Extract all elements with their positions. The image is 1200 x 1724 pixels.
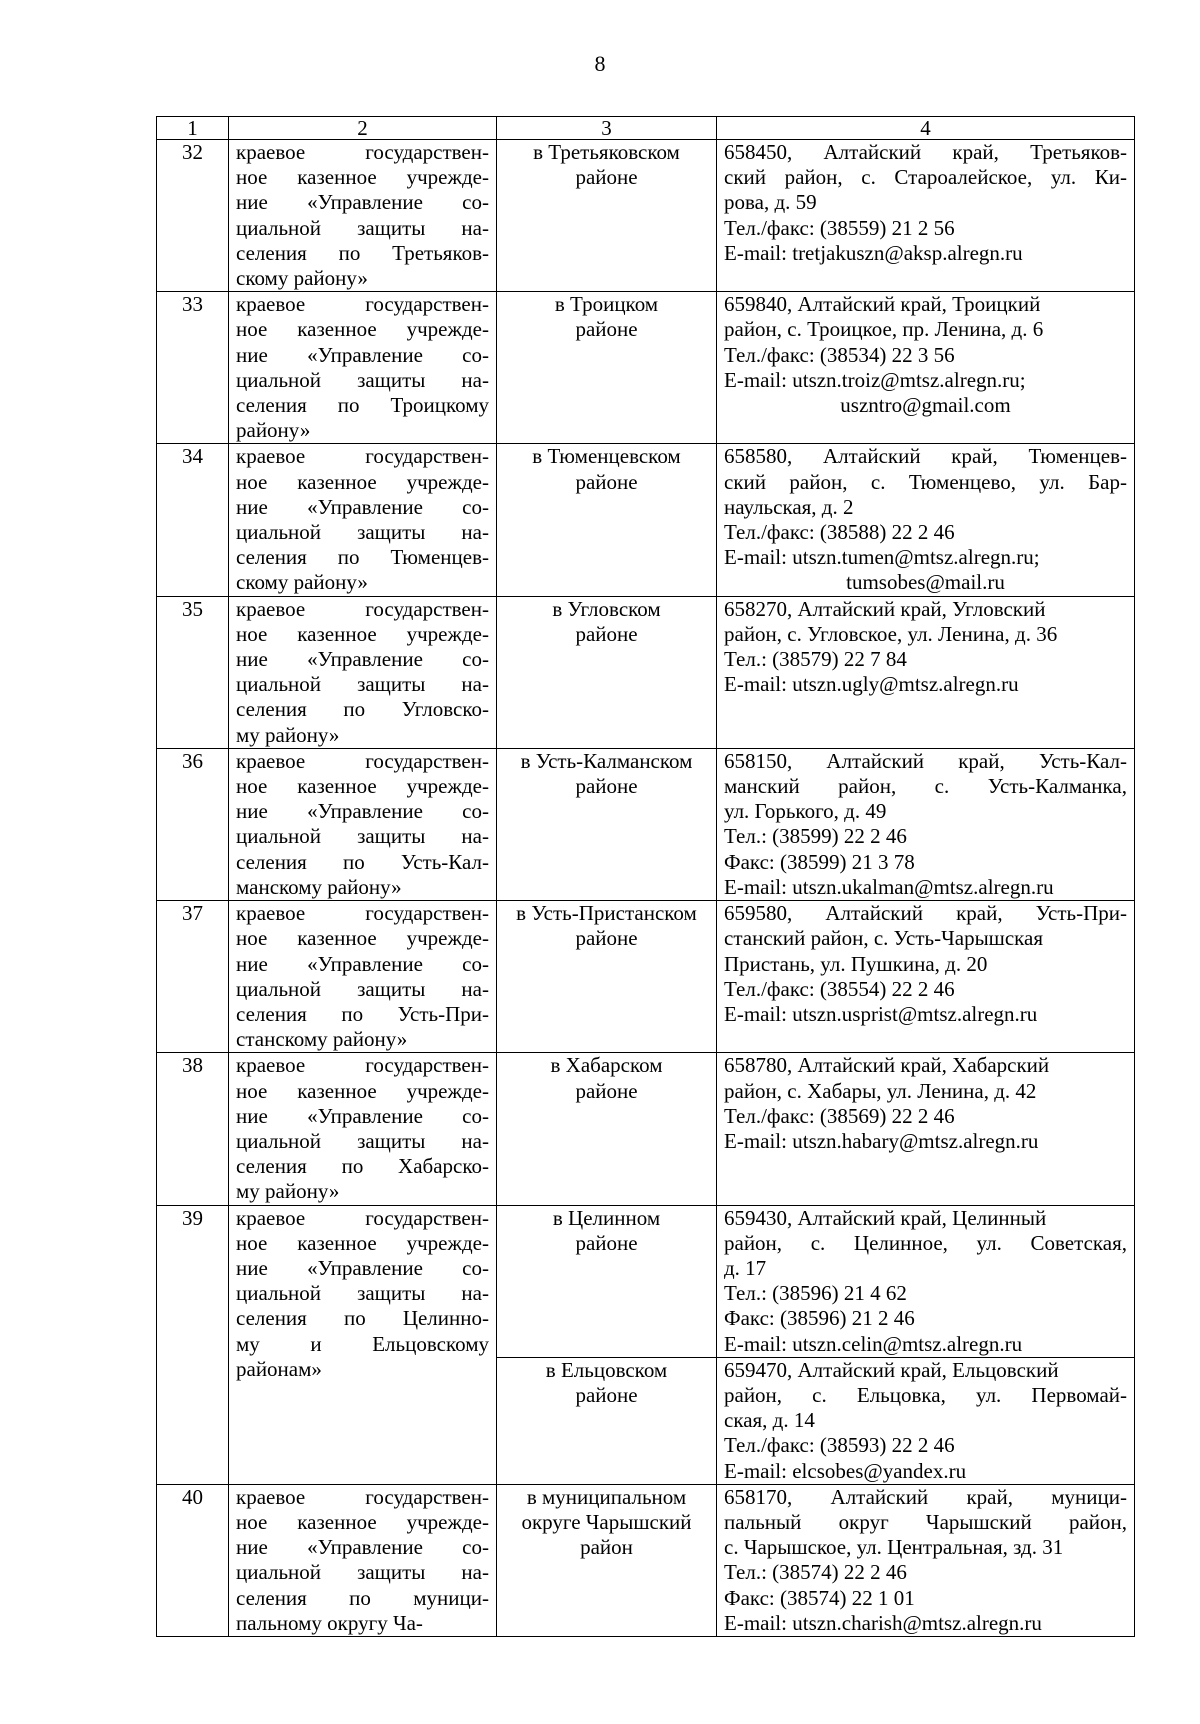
address-line: район, с. Троицкое, пр. Ленина, д. 6	[724, 317, 1044, 342]
district-line: районе	[575, 469, 638, 494]
table-row	[157, 292, 1135, 444]
address-line: ул. Горького, д. 49	[724, 799, 887, 824]
address-cell	[717, 140, 1135, 292]
address-line: ский район, с. Тюменцево, ул. Бар-	[724, 469, 1127, 494]
organization-line: ное казенное учрежде-	[236, 1230, 489, 1255]
organization-line: ние «Управление со-	[236, 1103, 489, 1128]
organization-line: ное казенное учрежде-	[236, 165, 489, 190]
organization-line: циальной защиты на-	[236, 1128, 489, 1153]
address-cell	[717, 748, 1135, 900]
district-cell	[497, 1484, 717, 1636]
address-line: E-mail: elcsobes@yandex.ru	[724, 1458, 967, 1483]
address-line: Тел.: (38574) 22 2 46	[724, 1560, 907, 1585]
organization-line: ние «Управление со-	[236, 190, 489, 215]
address-line: E-mail: utszn.ugly@mtsz.alregn.ru	[724, 672, 1019, 697]
organization-line: циальной защиты на-	[236, 672, 489, 697]
organization-line: краевое государствен-	[236, 292, 489, 317]
organization-line: ние «Управление со-	[236, 1255, 489, 1280]
address-line: E-mail: utszn.tumen@mtsz.alregn.ru;	[724, 545, 1040, 570]
column-header-3: 3	[497, 117, 717, 140]
organization-line: селения по Угловско-	[236, 697, 489, 722]
district-cell	[497, 596, 717, 748]
address-line: Тел./факс: (38559) 21 2 56	[724, 215, 955, 240]
row-number: 33	[157, 292, 229, 444]
organization-line: циальной защиты на-	[236, 215, 489, 240]
district-line: в Ельцовском	[545, 1357, 668, 1382]
organization-cell	[229, 140, 497, 292]
row-number: 34	[157, 444, 229, 596]
district-cell	[497, 901, 717, 1053]
row-number: 38	[157, 1053, 229, 1205]
table-body	[157, 140, 1135, 1637]
organization-line: циальной защиты на-	[236, 367, 489, 392]
organization-cell	[229, 1484, 497, 1636]
organization-line: му району»	[236, 722, 340, 747]
organization-line: ное казенное учрежде-	[236, 774, 489, 799]
organization-line: скому району»	[236, 266, 368, 291]
district-line: районе	[575, 1078, 638, 1103]
address-line: Тел./факс: (38534) 22 3 56	[724, 342, 955, 367]
address-cell	[717, 292, 1135, 444]
district-line: в Целинном	[552, 1205, 661, 1230]
page-number: 8	[594, 51, 606, 76]
organization-line: району»	[236, 418, 311, 443]
district-cell	[497, 292, 717, 444]
address-line: E-mail: tretjakuszn@aksp.alregn.ru	[724, 240, 1023, 265]
organization-line: циальной защиты на-	[236, 976, 489, 1001]
row-number: 40	[157, 1484, 229, 1636]
organization-line: ное казенное учрежде-	[236, 1509, 489, 1534]
address-line: Пристань, ул. Пушкина, д. 20	[724, 951, 988, 976]
address-line: Факс: (38574) 22 1 01	[724, 1585, 915, 1610]
row-number: 36	[157, 748, 229, 900]
address-cell	[717, 1357, 1135, 1484]
address-cell	[717, 901, 1135, 1053]
organization-cell	[229, 292, 497, 444]
organization-cell	[229, 1053, 497, 1205]
organization-line: краевое государствен-	[236, 596, 489, 621]
organization-line: циальной защиты на-	[236, 520, 489, 545]
organization-line: селения по Третьяков-	[236, 240, 489, 265]
organization-line: селения по Усть-При-	[236, 1001, 489, 1026]
organization-line: краевое государствен-	[236, 1484, 489, 1509]
address-line: 659430, Алтайский край, Целинный	[724, 1205, 1047, 1230]
address-cell	[717, 1484, 1135, 1636]
address-cell	[717, 1053, 1135, 1205]
organization-line: краевое государствен-	[236, 901, 489, 926]
address-line: Тел.: (38579) 22 7 84	[724, 647, 907, 672]
organization-line: му и Ельцовскому	[236, 1331, 489, 1356]
address-line: Тел./факс: (38593) 22 2 46	[724, 1433, 955, 1458]
address-line: E-mail: utszn.usprist@mtsz.alregn.ru	[724, 1001, 1038, 1026]
address-line: район, с. Целинное, ул. Советская,	[724, 1230, 1127, 1255]
organization-line: краевое государствен-	[236, 748, 489, 773]
organization-line: циальной защиты на-	[236, 1560, 489, 1585]
district-line: в Усть-Пристанском	[516, 901, 697, 926]
address-line: 658270, Алтайский край, Угловский	[724, 596, 1046, 621]
row-number: 32	[157, 140, 229, 292]
table-row	[157, 140, 1135, 292]
district-cell	[497, 1205, 717, 1357]
organization-line: селения по Тюменцев-	[236, 545, 489, 570]
organization-line: ное казенное учрежде-	[236, 1078, 489, 1103]
table-row	[157, 596, 1135, 748]
organization-cell	[229, 596, 497, 748]
district-line: районе	[575, 1382, 638, 1407]
table-row	[157, 1205, 1135, 1357]
address-line: манский район, с. Усть-Калманка,	[724, 774, 1127, 799]
address-cell	[717, 1205, 1135, 1357]
table-row	[157, 444, 1135, 596]
district-cell	[497, 748, 717, 900]
address-line: Тел.: (38596) 21 4 62	[724, 1281, 907, 1306]
district-line: районе	[575, 926, 638, 951]
organization-line: ное казенное учрежде-	[236, 926, 489, 951]
table-row	[157, 1053, 1135, 1205]
organization-line: селения по муници-	[236, 1585, 489, 1610]
organization-line: пальному округу Ча-	[236, 1610, 423, 1635]
address-line: E-mail: utszn.ukalman@mtsz.alregn.ru	[724, 874, 1054, 899]
organization-line: циальной защиты на-	[236, 1281, 489, 1306]
address-line: пальный округ Чарышский район,	[724, 1509, 1127, 1534]
table-row	[157, 748, 1135, 900]
district-line: в Хабарском	[550, 1053, 663, 1078]
district-line: районе	[575, 317, 638, 342]
district-line: округе Чарышский	[521, 1509, 692, 1534]
district-line: в муниципальном	[526, 1484, 687, 1509]
address-line: 658170, Алтайский край, муници-	[724, 1484, 1127, 1509]
address-line: с. Чарышское, ул. Центральная, зд. 31	[724, 1535, 1064, 1560]
organization-line: ние «Управление со-	[236, 951, 489, 976]
address-line: 658780, Алтайский край, Хабарский	[724, 1053, 1050, 1078]
organization-line: селения по Усть-Кал-	[236, 849, 489, 874]
address-line: 658150, Алтайский край, Усть-Кал-	[724, 748, 1127, 773]
organization-line: ние «Управление со-	[236, 342, 489, 367]
organization-line: районам»	[236, 1356, 322, 1381]
address-cell	[717, 596, 1135, 748]
address-line: E-mail: utszn.troiz@mtsz.alregn.ru;	[724, 367, 1026, 392]
district-line: районе	[575, 165, 638, 190]
organization-cell	[229, 901, 497, 1053]
organization-line: краевое государствен-	[236, 444, 489, 469]
address-line: Тел./факс: (38569) 22 2 46	[724, 1103, 955, 1128]
organization-line: ное казенное учрежде-	[236, 469, 489, 494]
table-row	[157, 901, 1135, 1053]
address-line: ская, д. 14	[724, 1408, 815, 1433]
organization-line: селения по Целинно-	[236, 1306, 489, 1331]
district-line: в Третьяковском	[533, 140, 680, 164]
organization-cell	[229, 1205, 497, 1484]
organization-line: краевое государствен-	[236, 1205, 489, 1230]
organization-cell	[229, 444, 497, 596]
header-row	[157, 117, 1135, 140]
address-line: Тел./факс: (38588) 22 2 46	[724, 520, 955, 545]
address-line: район, с. Угловское, ул. Ленина, д. 36	[724, 621, 1058, 646]
column-header-1: 1	[157, 117, 229, 140]
address-line: наульская, д. 2	[724, 494, 854, 519]
organization-line: ние «Управление со-	[236, 1535, 489, 1560]
district-line: районе	[575, 1230, 638, 1255]
organization-line: ние «Управление со-	[236, 647, 489, 672]
district-cell	[497, 140, 717, 292]
row-number: 37	[157, 901, 229, 1053]
organization-line: краевое государствен-	[236, 140, 489, 164]
address-line: tumsobes@mail.ru	[846, 570, 1005, 595]
organization-line: ное казенное учрежде-	[236, 621, 489, 646]
row-number: 39	[157, 1205, 229, 1484]
address-line: рова, д. 59	[724, 190, 817, 215]
organization-line: ние «Управление со-	[236, 799, 489, 824]
column-header-2: 2	[229, 117, 497, 140]
district-line: район	[580, 1535, 633, 1560]
address-line: 658580, Алтайский край, Тюменцев-	[724, 444, 1127, 469]
address-line: 659580, Алтайский край, Усть-При-	[724, 901, 1127, 926]
address-line: Факс: (38599) 21 3 78	[724, 849, 915, 874]
address-line: E-mail: utszn.habary@mtsz.alregn.ru	[724, 1128, 1039, 1153]
district-line: в Троицком	[554, 292, 659, 317]
organization-line: скому району»	[236, 570, 368, 595]
district-cell	[497, 1053, 717, 1205]
address-line: Факс: (38596) 21 2 46	[724, 1306, 915, 1331]
address-line: Тел./факс: (38554) 22 2 46	[724, 976, 955, 1001]
address-line: 659840, Алтайский край, Троицкий	[724, 292, 1041, 317]
address-line: 659470, Алтайский край, Ельцовский	[724, 1357, 1059, 1382]
address-line: E-mail: utszn.celin@mtsz.alregn.ru	[724, 1331, 1023, 1356]
address-line: Тел.: (38599) 22 2 46	[724, 824, 907, 849]
district-line: в Угловском	[552, 596, 661, 621]
district-line: в Усть-Калманском	[520, 748, 693, 773]
organization-line: манскому району»	[236, 874, 402, 899]
address-line: uszntro@gmail.com	[840, 393, 1011, 418]
address-line: 658450, Алтайский край, Третьяков-	[724, 140, 1127, 164]
organization-line: станскому району»	[236, 1027, 408, 1052]
address-cell	[717, 444, 1135, 596]
address-line: E-mail: utszn.charish@mtsz.alregn.ru	[724, 1610, 1042, 1635]
district-line: районе	[575, 621, 638, 646]
organization-line: циальной защиты на-	[236, 824, 489, 849]
district-cell	[497, 1357, 717, 1484]
address-line: район, с. Хабары, ул. Ленина, д. 42	[724, 1078, 1037, 1103]
organization-cell	[229, 748, 497, 900]
district-line: в Тюменцевском	[532, 444, 681, 469]
organization-line: краевое государствен-	[236, 1053, 489, 1078]
table-row	[157, 1484, 1135, 1636]
organization-line: ние «Управление со-	[236, 494, 489, 519]
organization-line: му району»	[236, 1179, 340, 1204]
address-line: станский район, с. Усть-Чарышская	[724, 926, 1044, 951]
organization-line: ное казенное учрежде-	[236, 317, 489, 342]
address-line: район, с. Ельцовка, ул. Первомай-	[724, 1382, 1127, 1407]
district-line: районе	[575, 774, 638, 799]
column-header-4: 4	[717, 117, 1135, 140]
row-number: 35	[157, 596, 229, 748]
registry-table	[156, 116, 1135, 1637]
organization-line: селения по Хабарско-	[236, 1154, 489, 1179]
address-line: ский район, с. Староалейское, ул. Ки-	[724, 165, 1127, 190]
organization-line: селения по Троицкому	[236, 393, 489, 418]
address-line: д. 17	[724, 1255, 767, 1280]
district-cell	[497, 444, 717, 596]
